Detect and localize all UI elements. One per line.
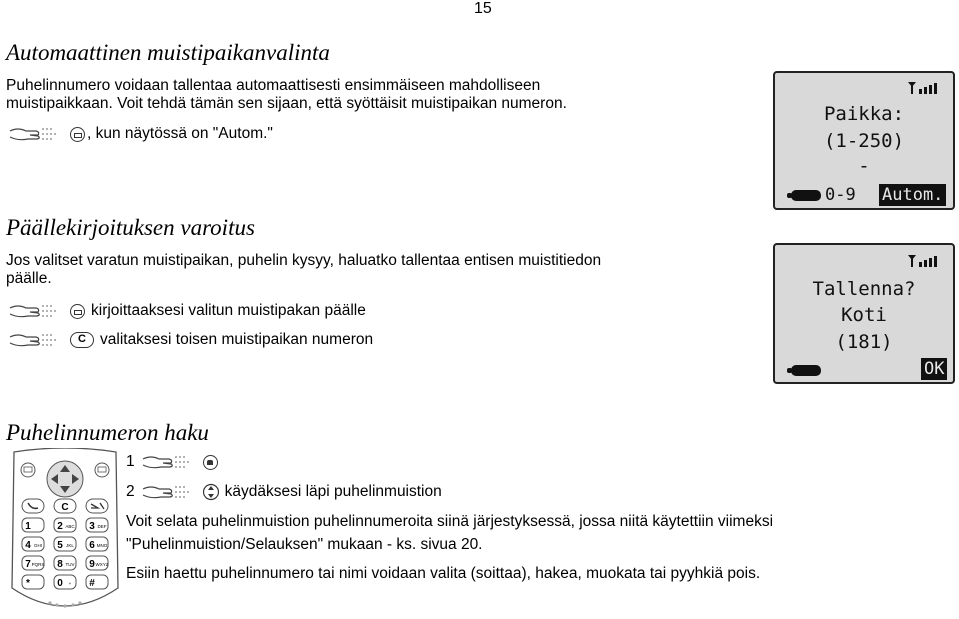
phonebook-key-icon [203,455,218,470]
section1-instruction [8,125,273,143]
svg-text:6: 6 [89,540,95,551]
press-hand-icon [141,483,197,501]
clear-key-icon: C [70,332,94,348]
section2-text-line2: päälle. [6,270,52,287]
press-hand-icon [8,125,64,143]
option1-text: kirjoittaaksesi valitun muistipakan päälle [91,302,366,319]
up-down-navigation-icon [203,483,219,501]
display-line-2: (1-250) [823,130,905,152]
svg-text:PQRS: PQRS [31,562,45,567]
display-line-2: Koti [841,304,887,326]
signal-strength-icon [907,253,941,267]
section2-option2 [8,331,373,349]
phone-display-location [773,71,955,210]
menu-key-icon [70,127,85,142]
svg-text:8: 8 [57,559,63,570]
softkey-autom: Autom. [879,184,946,206]
section-heading-overwrite-warning: Päällekirjoituksen varoitus [6,215,255,240]
page-number: 15 [474,0,492,17]
display-line-3: (181) [835,331,893,353]
step2-row [126,483,442,501]
svg-text:JKL: JKL [66,543,74,548]
svg-text:7: 7 [25,559,31,570]
svg-text:MNO: MNO [96,543,108,548]
display-line-3: - [858,155,870,177]
step1-row [126,453,218,471]
step1-number: 1 [126,453,135,470]
signal-strength-icon [907,80,941,94]
battery-icon [791,190,821,201]
svg-text:TUV: TUV [65,562,75,567]
press-hand-icon [141,453,197,471]
section3-para2: Esiin haettu puhelinnumero tai nimi voidaan valita (soittaa), hakea, muokata tai pyyhkiä pois. [126,565,761,582]
display-line-1: Paikka: [823,103,905,125]
svg-text:WXYZ: WXYZ [95,562,109,567]
section-heading-auto-location: Automaattinen muistipaikanvalinta [6,40,330,65]
svg-text:GHI: GHI [33,543,43,548]
section1-instruction-text: , kun näytössä on "Autom." [87,125,273,142]
softkey-ok: OK [921,358,947,380]
step2-text: käydäksesi läpi puhelinmuistion [224,483,442,500]
phone-keypad-illustration [6,448,124,616]
step2-number: 2 [126,483,135,500]
svg-text:#: # [89,578,95,589]
display-line-1: Tallenna? [812,278,916,300]
svg-text:4: 4 [25,540,31,551]
svg-text:5: 5 [57,540,63,551]
svg-text:*: * [26,578,30,589]
section2-text-line1: Jos valitset varatun muistipaikan, puhelin kysyy, haluatko tallentaa entisen muistitiedon [6,252,602,269]
section1-text-line2: muistipaikkaan. Voit tehdä tämän sen sijaan, että syöttäisit muistipaikan numeron. [6,95,567,112]
battery-icon [791,365,821,376]
svg-text:3: 3 [89,521,95,532]
c-key-label: C [61,502,69,513]
option2-text: valitaksesi toisen muistipaikan numeron [100,331,374,348]
svg-text:9: 9 [89,559,95,570]
display-input-hint: 0-9 [825,185,856,205]
svg-text:2: 2 [57,521,63,532]
section-heading-number-search: Puhelinnumeron haku [6,420,209,445]
svg-text:1: 1 [25,521,31,532]
press-hand-icon [8,331,64,349]
svg-text:0: 0 [57,578,63,589]
section3-para1-line1: Voit selata puhelinmuistion puhelinnumeroita siinä järjestyksessä, jossa niitä käytettiin viimeksi [126,513,774,530]
section3-para1-line2: "Puhelinmuistion/Selauksen" mukaan - ks. sivua 20. [126,536,483,553]
svg-text:+: + [68,581,72,586]
phone-display-save [773,243,955,384]
section2-option1 [8,302,366,320]
section1-text-line1: Puhelinnumero voidaan tallentaa automaattisesti ensimmäiseen mahdolliseen [6,77,541,94]
svg-text:ABC: ABC [65,524,75,529]
svg-text:DEF: DEF [97,524,107,529]
menu-key-icon [70,304,85,319]
press-hand-icon [8,302,64,320]
